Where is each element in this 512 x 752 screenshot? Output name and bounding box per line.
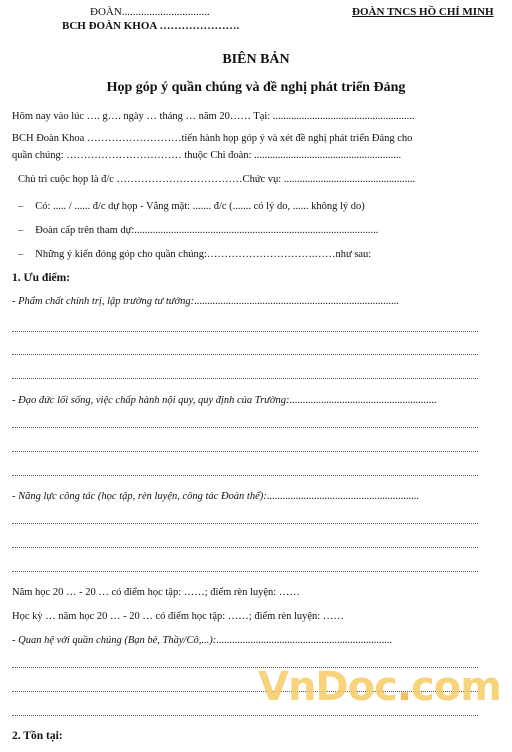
blank-line: [12, 451, 478, 452]
bullet-dash: –: [18, 201, 24, 212]
watermark-text-b: com: [411, 664, 501, 710]
opinions-text: Những ý kiến đóng góp cho quần chúng:………………………….……như sau:: [35, 249, 372, 260]
capability-fill: ..........................................................: [266, 491, 419, 502]
ethics-label: - Đạo đức lối sống, việc chấp hành nội quy, quy định của Trường:: [12, 395, 290, 406]
relations-fill: ...................................................................: [216, 635, 393, 646]
blank-line: [12, 427, 478, 428]
meeting-intro-line2: quần chúng: …………………………… thuộc Chi đoàn: ........................................................: [12, 150, 402, 161]
header-organization-line: ĐOÀN................................: [90, 6, 210, 18]
meeting-time-place: Hôm nay vào lúc …. g…. ngày … tháng … năm 20…… Tại: ......................................................: [12, 111, 415, 122]
watermark-logo: [258, 664, 501, 710]
header-union-name: ĐOÀN TNCS HỒ CHÍ MINH: [352, 6, 494, 18]
ethics-line: [12, 395, 436, 406]
score-year-line: Năm học 20 … - 20 … có điểm học tập: ……; điểm rèn luyện: ……: [12, 587, 300, 598]
header-committee-line: BCH ĐOÀN KHOA ………………….: [62, 20, 240, 32]
superior-union-text: Đoàn cấp trên tham dự:.............................................................................................: [35, 225, 379, 236]
relations-line: [12, 635, 392, 646]
political-quality-label: - Phẩm chất chính trị, lập trường tư tưởng:: [12, 296, 195, 307]
political-quality-fill: ..............................................................................: [194, 296, 399, 307]
watermark-text-a: VnDoc: [258, 664, 397, 710]
attendance-line: [18, 201, 365, 212]
score-semester-line: Học kỳ … năm học 20 … - 20 … có điểm học tập: ……; điểm rèn luyện: ……: [12, 611, 344, 622]
blank-line: [12, 378, 478, 379]
meeting-chair-line: Chủ trì cuộc họp là đ/c ………………………………Chức vụ: ..................................................: [18, 174, 416, 185]
bullet-dash: –: [18, 249, 24, 260]
blank-line: [12, 715, 478, 716]
section-weaknesses-heading: 2. Tồn tại:: [12, 730, 63, 742]
political-quality-line: [12, 296, 399, 307]
blank-line: [12, 331, 478, 332]
ethics-fill: ........................................................: [289, 395, 437, 406]
opinions-line: [18, 249, 371, 260]
blank-line: [12, 354, 478, 355]
blank-line: [12, 523, 478, 524]
bullet-dash: –: [18, 225, 24, 236]
blank-line: [12, 475, 478, 476]
blank-line: [12, 547, 478, 548]
capability-line: [12, 491, 419, 502]
capability-label: - Năng lực công tác (học tập, rèn luyện, công tác Đoàn thể):: [12, 491, 267, 502]
section-strengths-heading: 1. Ưu điểm:: [12, 272, 71, 284]
blank-line: [12, 571, 478, 572]
relations-label: - Quan hệ với quần chúng (Bạn bè, Thầy/Cô,...):: [12, 635, 217, 646]
document-subtitle: Họp góp ý quần chúng và đề nghị phát triển Đảng: [106, 80, 406, 95]
attendance-text: Có: ..... / ...... đ/c dự họp - Vắng mặt: ....... đ/c (....... có lý do, ...... không lý do): [35, 201, 365, 212]
meeting-intro-line1: BCH Đoàn Khoa ………………………tiến hành họp góp ý và xét đề nghị phát triển Đảng cho: [12, 133, 413, 144]
superior-union-line: [18, 225, 378, 236]
document-title: BIÊN BẢN: [222, 52, 290, 67]
watermark-dot: .: [396, 664, 412, 710]
